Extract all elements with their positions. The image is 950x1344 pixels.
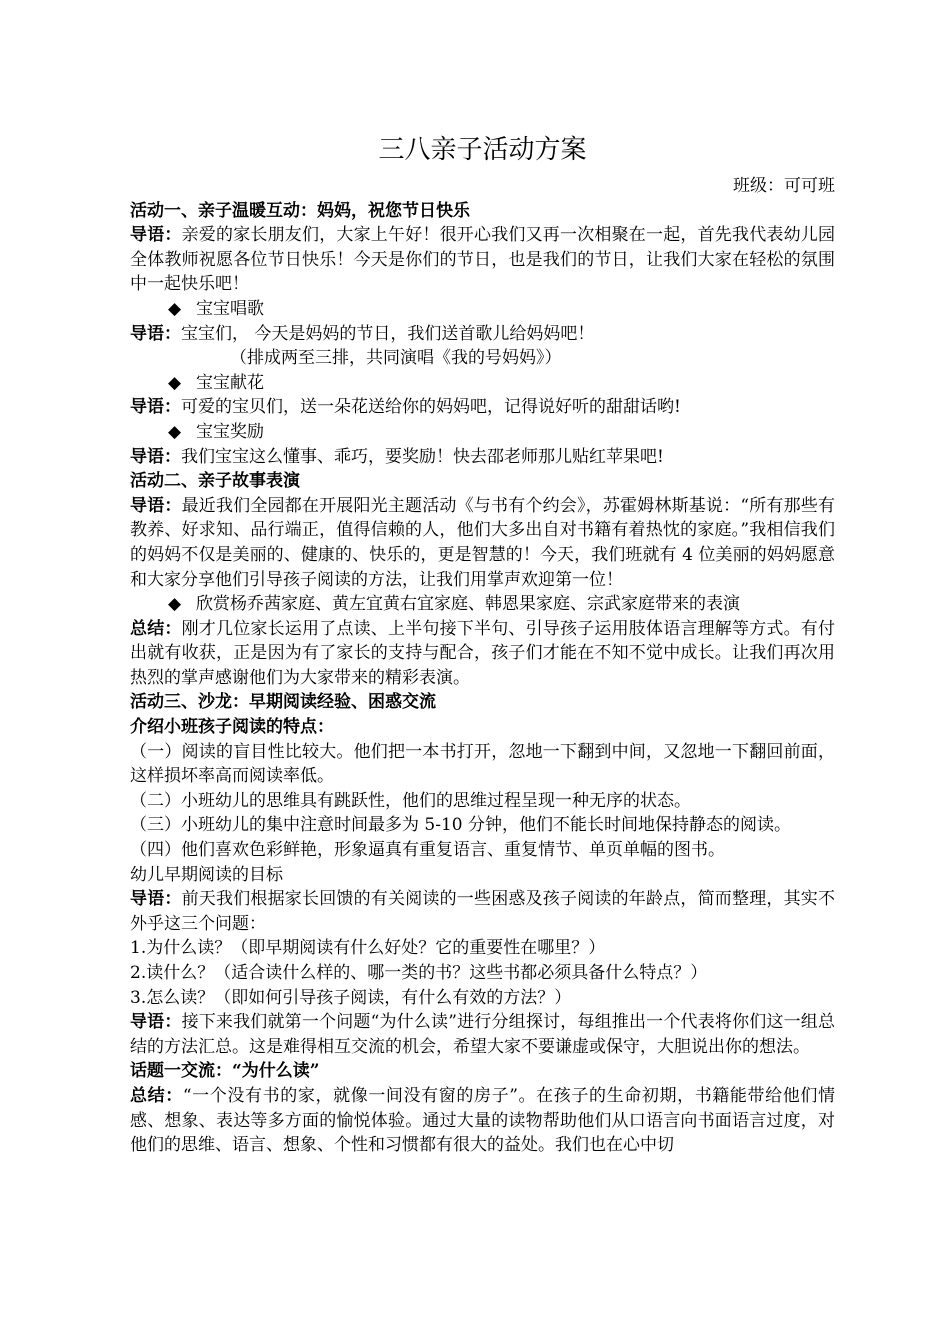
paragraph — [130, 986, 835, 1011]
paragraph-text: 前天我们根据家长回馈的有关阅读的一些困惑及孩子阅读的年龄点，简而整理，其实不外乎这三个问题： — [130, 889, 836, 934]
paragraph — [130, 961, 835, 986]
section-heading: 话题一交流：“为什么读” — [130, 1061, 320, 1082]
paragraph-text: （四）他们喜欢色彩鲜艳，形象逼真有重复语言、重复情节、单页单幅的图书。 — [130, 840, 725, 861]
bullet-item — [130, 297, 835, 322]
paragraph — [130, 445, 835, 470]
paragraph-text: 亲爱的家长朋友们，大家上午好！很开心我们又再一次相聚在一起，首先我代表幼儿园全体教师祝愿各位节日快乐！今天是你们的节日，也是我们的节日，让我们大家在轻松的氛围中一起快乐吧！ — [130, 225, 836, 295]
paragraph-label: 导语： — [130, 1012, 182, 1033]
paragraph-text: 2.读什么？（适合读什么样的、哪一类的书？这些书都必须具备什么特点？） — [130, 963, 708, 983]
diamond-bullet-icon: ◆ — [168, 298, 182, 319]
paragraph-label: 导语： — [130, 889, 182, 910]
paragraph-label: 导语： — [130, 446, 181, 467]
paragraph — [130, 322, 835, 347]
paragraph-text: 接下来我们就第一个问题“为什么读”进行分组探讨，每组推出一个代表将你们这一组总结的方法汇总。这是难得相互交流的机会，希望大家不要谦虚或保守，大胆说出你的想法。 — [130, 1012, 835, 1057]
paragraph-text: 1.为什么读？（即早期阅读有什么好处？它的重要性在哪里？） — [130, 938, 606, 959]
paragraph — [130, 223, 835, 297]
bullet-item — [130, 592, 835, 617]
diamond-bullet-icon: ◆ — [168, 372, 182, 393]
bullet-text: 宝宝唱歌 — [196, 298, 264, 319]
bullet-item — [130, 371, 835, 396]
paragraph — [130, 1084, 835, 1158]
diamond-bullet-icon: ◆ — [168, 421, 182, 442]
section-heading: 活动三、沙龙：早期阅读经验、困惑交流 — [130, 692, 436, 713]
section-heading: 介绍小班孩子阅读的特点： — [130, 717, 334, 738]
paragraph-text: 刚才几位家长运用了点读、上半句接下半句、引导孩子运用肢体语言理解等方式。有付出就有收获，正是因为有了家长的支持与配合，孩子们才能在不知不觉中成长。让我们再次用热烈的掌声感谢他们为大家带来的精彩表演。 — [130, 618, 836, 688]
paragraph-text: “一个没有书的家，就像一间没有窗的房子”。在孩子的生命初期，书籍能带给他们情感、想象、表达等多方面的愉悦体验。通过大量的读物帮助他们从口语言向书面语言过度，对他们的思维、语言、想象、个性和习惯都有很大的益处。我们也在心中切 — [130, 1085, 836, 1156]
bullet-text: 欣赏杨乔茜家庭、黄左宜黄右宜家庭、韩恩果家庭、宗武家庭带来的表演 — [196, 594, 740, 615]
paragraph-label: 导语： — [130, 225, 182, 246]
document-body — [130, 174, 835, 1158]
paragraph — [130, 617, 835, 691]
paragraph-text: 可爱的宝贝们，送一朵花送给你的妈妈吧，记得说好听的甜甜话哟! — [181, 397, 681, 418]
paragraph-text: （二）小班幼儿的思维具有跳跃性，他们的思维过程呈现一种无序的状态。 — [130, 790, 691, 811]
bullet-item — [130, 420, 835, 445]
paragraph-label: 导语： — [130, 323, 181, 344]
paragraph-text: （一）阅读的盲目性比较大。他们把一本书打开，忽地一下翻到中间，又忽地一下翻回前面，这样损坏率高而阅读率低。 — [130, 741, 835, 787]
section-heading: 活动一、亲子温暖互动：妈妈，祝您节日快乐 — [130, 200, 470, 221]
paragraph-text: （三）小班幼儿的集中注意时间最多为 5-10 分钟，他们不能长时间地保持静态的阅读。 — [130, 815, 791, 836]
section-heading: 活动二、亲子故事表演 — [130, 471, 300, 492]
paragraph — [130, 1010, 835, 1059]
paragraph-label: 导语： — [130, 397, 181, 418]
diamond-bullet-icon: ◆ — [168, 594, 182, 615]
paragraph — [130, 813, 835, 838]
paragraph-label: 总结： — [130, 618, 182, 639]
paragraph — [130, 863, 835, 888]
paragraph — [130, 740, 835, 789]
paragraph-text: 3.怎么读？（即如何引导孩子阅读，有什么有效的方法？） — [130, 987, 572, 1008]
paragraph-label: 总结： — [130, 1085, 183, 1106]
paragraph — [130, 936, 835, 961]
class-label: 班级：可可班 — [733, 176, 835, 196]
stage-direction: （排成两至三排，共同演唱《我的号妈妈》） — [230, 348, 562, 369]
paragraph-label: 导语： — [130, 495, 182, 516]
paragraph — [130, 494, 835, 592]
paragraph-text: 宝宝们， 今天是妈妈的节日，我们送首歌儿给妈妈吧！ — [181, 323, 595, 344]
paragraph — [130, 887, 835, 936]
paragraph — [130, 838, 835, 863]
paragraph — [130, 789, 835, 814]
bullet-text: 宝宝奖励 — [196, 421, 264, 442]
bullet-text: 宝宝献花 — [196, 372, 264, 393]
paragraph — [130, 395, 835, 420]
paragraph-text: 幼儿早期阅读的目标 — [130, 864, 283, 885]
paragraph-text: 最近我们全园都在开展阳光主题活动《与书有个约会》，苏霍姆林斯基说：“所有那些有教养、好求知、品行端正，值得信赖的人，他们大多出自对书籍有着热忱的家庭。”我相信我们的妈妈不仅是美丽的、健康的、快乐的，更是智慧的！今天，我们班就有 4 位美丽的妈妈愿意和大家分享他们引导孩子阅读的方法，让我们用掌声欢迎第一位！ — [130, 495, 835, 590]
page-title: 三八亲子活动方案 — [378, 135, 587, 165]
paragraph-text: 我们宝宝这么懂事、乖巧，要奖励！快去邵老师那儿贴红苹果吧! — [181, 446, 664, 467]
